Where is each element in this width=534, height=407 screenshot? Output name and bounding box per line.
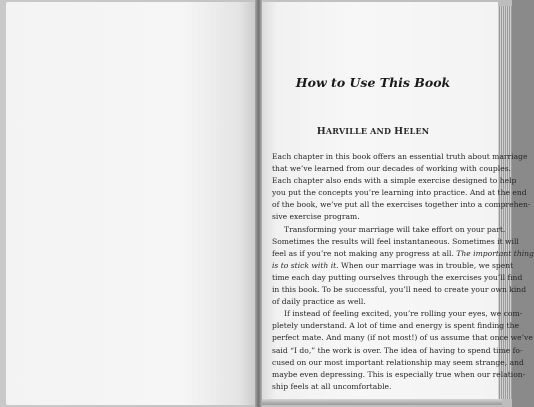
- text-segment: time each day putting ourselves through the exercises you’ll find: [272, 272, 523, 282]
- text-segment: maybe even depressing. This is especially true when our relation-: [272, 369, 526, 379]
- text-segment: Each chapter in this book offers an essential truth about marriage: [272, 152, 528, 161]
- body-line: [272, 175, 517, 187]
- text-segment: Sometimes the results will feel instantaneous. Sometimes it will: [272, 236, 519, 246]
- author-heading-part: ARVILLE AND: [325, 126, 395, 136]
- body-line: [272, 320, 519, 332]
- body-line: [272, 187, 527, 199]
- body-line: [272, 369, 526, 381]
- body-line: [272, 308, 523, 320]
- text-segment: perfect mate. And many (if not most!) of us assume that once we’ve: [272, 333, 533, 343]
- body-line: [272, 345, 523, 357]
- body-line: [272, 199, 531, 211]
- body-line: [272, 248, 534, 260]
- text-segment: said “I do,” the work is over. The idea of having to spend time fo-: [272, 345, 523, 355]
- emphasized-text: The important thing: [456, 248, 534, 258]
- body-line: [272, 272, 523, 284]
- text-segment: If instead of feeling excited, you’re rolling your eyes, we com-: [284, 309, 523, 319]
- left-page-blank: [6, 2, 257, 405]
- author-heading-part: H: [316, 126, 326, 137]
- page-bottom-edge: [262, 399, 502, 405]
- body-line: [272, 284, 527, 296]
- body-line: [272, 381, 484, 393]
- body-line: [272, 260, 514, 272]
- text-segment: in this book. To be successful, you’ll need to create your own kind: [272, 285, 527, 295]
- body-line: [272, 332, 533, 344]
- chapter-title: How to Use This Book: [295, 75, 451, 90]
- text-segment: When our marriage was in trouble, we spent: [338, 260, 514, 270]
- text-segment: cused on our most important relationship may seem strange, and: [272, 357, 524, 367]
- text-segment: that we’ve learned from our decades of working with couples.: [272, 164, 512, 174]
- body-line: [272, 151, 528, 163]
- emphasized-text: is to stick with it.: [272, 260, 339, 270]
- body-text: [272, 151, 534, 393]
- text-segment: of daily practice as well.: [272, 297, 366, 307]
- text-segment: Each chapter also ends with a simple exercise designed to help: [272, 176, 517, 186]
- body-line: [272, 224, 506, 236]
- text-segment: sive exercise program.: [272, 212, 360, 222]
- body-line: [272, 211, 484, 223]
- text-segment: of the book, we’ve put all the exercises together into a comprehen-: [272, 200, 531, 210]
- body-line: [272, 296, 484, 308]
- author-heading-part: H: [394, 126, 404, 137]
- text-segment: pletely understand. A lot of time and energy is spent finding the: [272, 321, 519, 331]
- author-heading-part: ELEN: [403, 126, 430, 136]
- text-segment: Transforming your marriage will take effort on your part.: [284, 224, 506, 234]
- body-line: [272, 357, 524, 369]
- body-line: [272, 236, 519, 248]
- text-segment: ship feels at all uncomfortable.: [272, 381, 392, 391]
- text-segment: you put the concepts you’re learning into practice. And at the end: [272, 188, 527, 198]
- body-line: [272, 163, 512, 175]
- author-heading: [262, 126, 484, 137]
- text-segment: feel as if you’re not making any progress at all.: [272, 248, 457, 258]
- book-gutter: [255, 0, 262, 407]
